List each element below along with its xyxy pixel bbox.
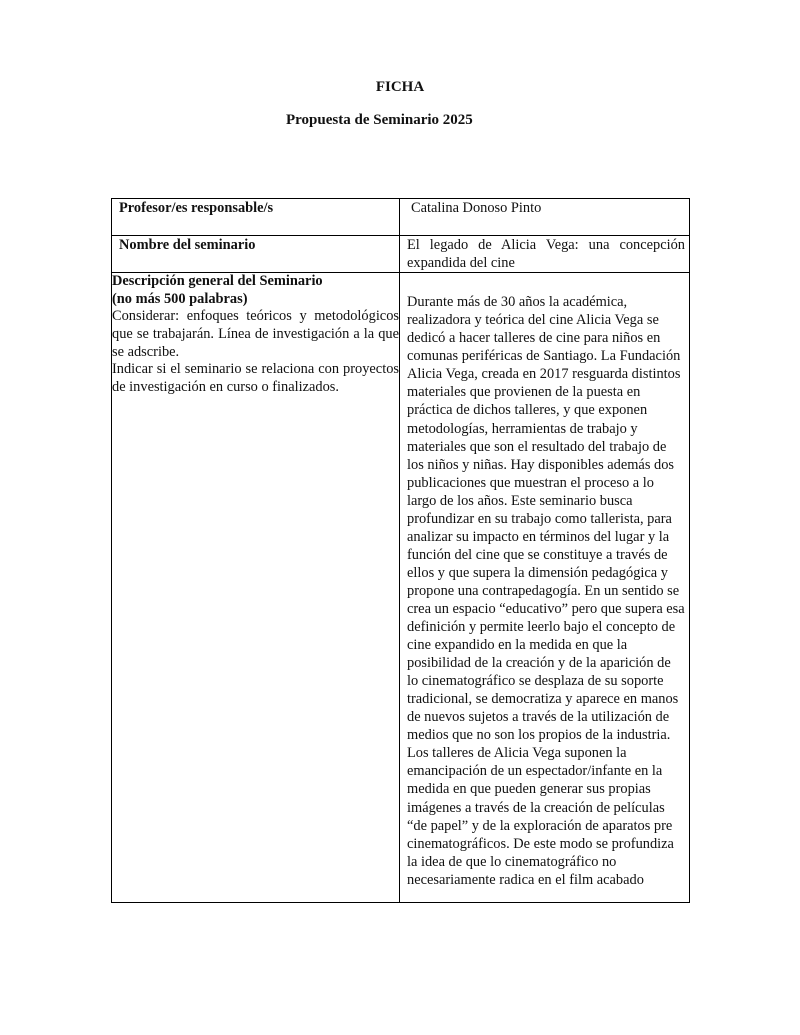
document-title: FICHA [375, 79, 425, 95]
professor-name: Catalina Donoso Pinto [411, 200, 542, 216]
table-row [112, 236, 690, 273]
seminar-name-value: El legado de Alicia Vega: una concepción expandida del cine [407, 237, 685, 271]
description-instruction-approaches: Considerar: enfoques teóricos y metodológicos que se trabajarán. Línea de investigación a la que se adscribe. [112, 308, 399, 360]
description-label: Descripción general del Seminario [112, 273, 323, 290]
table-row [112, 273, 690, 903]
description-label-cell [112, 273, 400, 903]
description-instruction-projects: Indicar si el seminario se relaciona con proyectos de investigación en curso o finalizados. [112, 361, 399, 395]
professor-label: Profesor/es responsable/s [119, 200, 274, 216]
table-cell-value [400, 199, 690, 236]
seminar-form-table [111, 198, 690, 903]
table-cell-value [400, 273, 690, 903]
description-body: Durante más de 30 años la académica, realizadora y teórica del cine Alicia Vega se dedicó a hacer talleres de cine para niños en comunas periféricas de Santiago. La Fundación Alicia Vega, creada en 2017 resguarda distintos materiales que provienen de la puesta en práctica de dichos talleres, y que exponen metodologías, herramientas de trabajo y materiales que son el resultado del trabajo de los niños y niñas. Hay disponibles además dos publicaciones que muestran el proceso a lo largo de los años. Este seminario busca profundizar en su trabajo como tallerista, para analizar su impacto en términos del lugar y la función del cine que se constituye a través de ellos y que supera la dimensión pedagógica y propone una contrapedagogía. En un sentido se crea un espacio “educativo” pero que supera esa definición y permite leerlo bajo el concepto de cine expandido en la medida en que la posibilidad de la creación y de la aparición de lo cinematográfico se desplaza de su soporte tradicional, se democratiza y aparece en manos de nuevos sujetos a través de la utilización de medios que no son los propios de la industria. Los talleres de Alicia Vega suponen la emancipación de un espectador/infante en la medida en que pueden generar sus propias imágenes a través de la creación de películas “de papel” y de la exploración de aparatos pre cinematográficos. De este modo se profundiza la idea de que lo cinematográfico no necesariamente radica en el film acabado [407, 294, 685, 888]
table-cell-value [400, 236, 690, 273]
seminar-name-label: Nombre del seminario [119, 237, 256, 253]
description-word-limit: (no más 500 palabras) [112, 290, 248, 307]
table-row [112, 199, 690, 236]
table-cell-label [112, 236, 400, 273]
document-subtitle: Propuesta de Seminario 2025 [286, 112, 473, 128]
table-cell-label [112, 199, 400, 236]
